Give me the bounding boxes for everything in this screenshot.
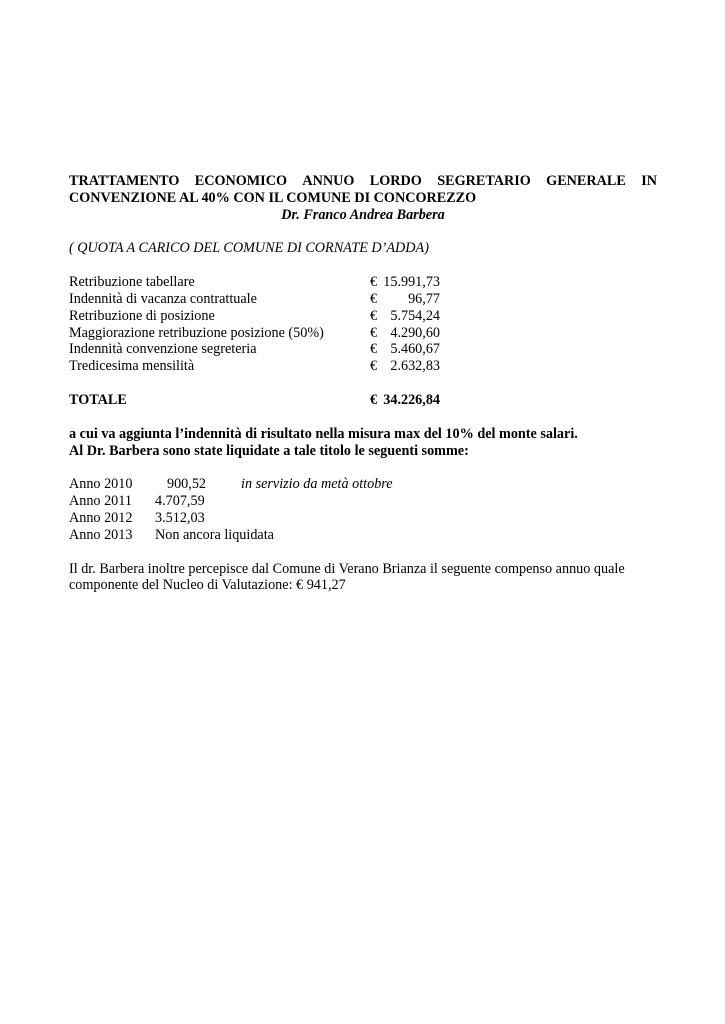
salary-item-amount: 15.991,73 xyxy=(383,274,440,291)
document-heading xyxy=(69,173,657,207)
year-label: Anno 2011 xyxy=(69,493,132,510)
total-amount: 34.226,84 xyxy=(383,391,440,408)
year-label: Anno 2010 xyxy=(69,476,133,493)
year-value: 3.512,03 xyxy=(155,509,205,526)
salary-item-row xyxy=(69,274,657,291)
salary-item-label: Indennità di vacanza contrattuale xyxy=(69,290,257,307)
quota-subtitle: ( QUOTA A CARICO DEL COMUNE DI CORNATE D’ADDA) xyxy=(69,240,429,257)
salary-item-row xyxy=(69,291,657,308)
salary-item-amount: 4.290,60 xyxy=(390,324,440,341)
currency-symbol: € xyxy=(370,358,378,375)
yearly-payments-list xyxy=(69,476,657,543)
salary-item-row xyxy=(69,358,657,375)
heading-word: ECONOMICO xyxy=(194,173,287,189)
salary-item-amount: 5.754,24 xyxy=(390,307,440,324)
heading-word: GENERALE xyxy=(546,173,626,189)
salary-items-list xyxy=(69,274,657,375)
document-page xyxy=(69,173,657,594)
heading-word: IN xyxy=(641,173,657,189)
year-row xyxy=(69,527,657,544)
note-line: Al Dr. Barbera sono state liquidate a tale titolo le seguenti somme: xyxy=(69,442,469,459)
heading-word: LORDO xyxy=(369,173,422,189)
total-row xyxy=(69,392,657,409)
heading-word: TRATTAMENTO xyxy=(69,173,180,189)
currency-symbol: € xyxy=(370,341,378,358)
author-name: Dr. Franco Andrea Barbera xyxy=(281,206,445,223)
salary-item-amount: 5.460,67 xyxy=(390,341,440,358)
currency-symbol: € xyxy=(370,290,378,307)
year-row xyxy=(69,510,657,527)
year-row xyxy=(69,476,657,493)
currency-symbol: € xyxy=(370,324,378,341)
salary-item-row xyxy=(69,308,657,325)
salary-item-label: Retribuzione tabellare xyxy=(69,274,195,291)
year-label: Anno 2013 xyxy=(69,526,133,543)
total-label: TOTALE xyxy=(69,391,127,408)
salary-item-row xyxy=(69,325,657,342)
year-value: 4.707,59 xyxy=(155,493,205,510)
year-note: in servizio da metà ottobre xyxy=(241,476,393,493)
closing-paragraph: Il dr. Barbera inoltre percepisce dal Comune di Verano Brianza il seguente compenso annuo quale componente del Nucleo di Valutazione: € 941,27 xyxy=(69,560,625,594)
year-label: Anno 2012 xyxy=(69,509,133,526)
salary-item-amount: 2.632,83 xyxy=(390,358,440,375)
salary-item-label: Maggiorazione retribuzione posizione (50%) xyxy=(69,324,324,341)
currency-symbol: € xyxy=(370,274,378,291)
year-value: Non ancora liquidata xyxy=(155,526,274,543)
salary-item-row xyxy=(69,341,657,358)
salary-item-label: Retribuzione di posizione xyxy=(69,307,215,324)
heading-word: SEGRETARIO xyxy=(437,173,531,189)
salary-item-label: Tredicesima mensilità xyxy=(69,358,195,375)
year-value: 900,52 xyxy=(166,476,206,493)
salary-item-amount: 96,77 xyxy=(408,290,440,307)
result-indemnity-note xyxy=(69,426,657,460)
currency-symbol: € xyxy=(370,307,378,324)
note-line: a cui va aggiunta l’indennità di risultato nella misura max del 10% del monte salari. xyxy=(69,425,578,442)
heading-line-1 xyxy=(69,173,657,190)
heading-word: ANNUO xyxy=(302,173,355,189)
currency-symbol: € xyxy=(370,391,378,408)
salary-item-label: Indennità convenzione segreteria xyxy=(69,341,257,358)
year-row xyxy=(69,493,657,510)
heading-line-2: CONVENZIONE AL 40% CON IL COMUNE DI CONCOREZZO xyxy=(69,189,477,206)
